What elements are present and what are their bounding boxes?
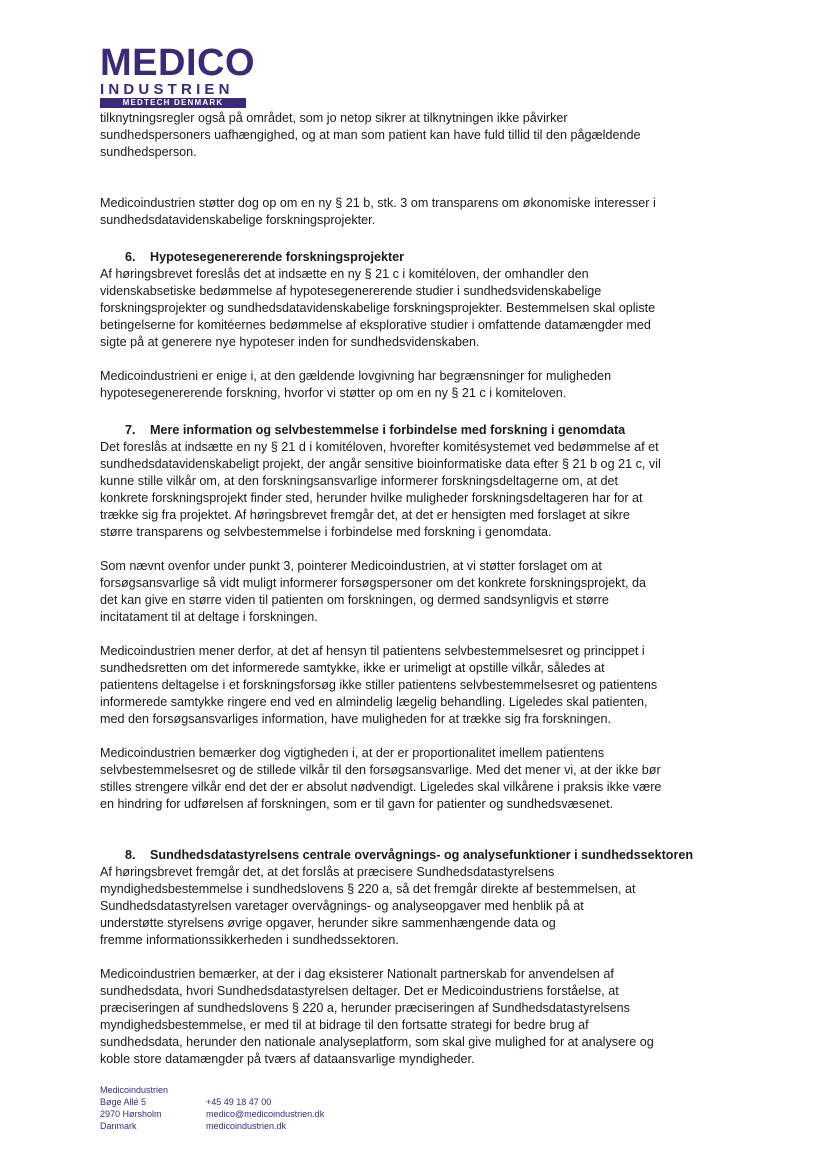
logo-sub-text: INDUSTRIEN	[100, 81, 234, 98]
footer-phone: +45 49 18 47 00	[206, 1097, 272, 1107]
paragraph	[100, 558, 700, 626]
line: større transparens og selvbestemmelse i forbindelse med forskning i genomdata.	[100, 525, 552, 539]
line: stilles strengere vilkår end det der er absolut nødvendigt. Ligeledes skal vilkårene i praksis ikke være	[100, 780, 662, 794]
line: sundhedsperson.	[100, 145, 197, 159]
line: Af høringsbrevet fremgår det, at det forslås at præcisere Sundhedsdatastyrelsens	[100, 865, 555, 879]
line: præciseringen af sundhedslovens § 220 a, herunder præciseringen af Sundhedsdatastyrelsens	[100, 1001, 630, 1015]
line: konkrete forskningsprojekt finder sted, herunder hvilke muligheder forskningsdeltageren har for at	[100, 491, 643, 505]
line: sundhedsdata, hvori Sundhedsdatastyrelsen deltager. Det er Medicoindustriens forståelse, at	[100, 984, 619, 998]
logo-main-text: MEDICO	[100, 42, 255, 84]
line: Sundhedsdatastyrelsen varetager overvågnings- og analyseopgaver med henblik på at	[100, 899, 584, 913]
line: sundhedsdatavidenskabeligt projekt, der angår sensitive bioinformatiske data efter § 21 b og 21 c, vil	[100, 457, 661, 471]
line: sundhedsretten om det informerede samtykke, ikke er urimeligt at opstille vilkår, således at	[100, 661, 605, 675]
footer-email-link[interactable]: medico@medicoindustrien.dk	[206, 1109, 325, 1119]
line: fremme informationssikkerheden i sundhedssektoren.	[100, 933, 399, 947]
footer-line: Bøge Allé 5	[100, 1097, 147, 1107]
paragraph	[100, 745, 700, 813]
line: selvbestemmelsesret og de stillede vilkår til den forsøgsansvarlige. Med det mener vi, at der ikke bør	[100, 763, 661, 777]
line: myndighedsbestemmelse, er med til at bidrage til den fortsatte strategi for bedre brug af	[100, 1018, 589, 1032]
line: sundhedsdata, herunder den nationale analyseplatform, som skal give mulighed for at analysere og	[100, 1035, 654, 1049]
section-heading-7	[100, 422, 700, 439]
paragraph	[100, 966, 700, 1068]
line: Af høringsbrevet foreslås det at indsætte en ny § 21 c i komitéloven, der omhandler den	[100, 267, 589, 281]
line: Medicoindustrien bemærker, at der i dag eksisterer Nationalt partnerskab for anvendelsen af	[100, 967, 614, 981]
line: myndighedsbestemmelse i sundhedslovens § 220 a, så det fremgår direkte af bestemmelsen, at	[100, 882, 636, 896]
line: understøtte styrelsens øvrige opgaver, herunder sikre sammenhængende data og	[100, 916, 556, 930]
line: informerede samtykke ringere end ved en almindelig lægelig behandling. Ligeledes skal patienten,	[100, 695, 648, 709]
section-number: 6.	[125, 250, 136, 264]
line: sundhedsdatavidenskabelige forskningsprojekter.	[100, 213, 376, 227]
section-number: 7.	[125, 423, 136, 437]
line: Medicoindustrieni er enige i, at den gældende lovgivning har begrænsninger for muligheden	[100, 369, 612, 383]
medicoindustrien-logo	[100, 42, 255, 108]
line: Som nævnt ovenfor under punkt 3, pointerer Medicoindustrien, at vi støtter forslaget om at	[100, 559, 602, 573]
line: Medicoindustrien mener derfor, at det af hensyn til patientens selvbestemmelsesret og princippet i	[100, 644, 645, 658]
footer-line: 2970 Hørsholm	[100, 1109, 162, 1119]
footer	[100, 1084, 324, 1132]
line: sundhedspersoners uafhængighed, og at man som patient kan have fuld tillid til den pågældende	[100, 128, 641, 142]
line: tilknytningsregler også på området, som jo netop sikrer at tilknytningen ikke påvirker	[100, 111, 568, 125]
section-heading-6	[100, 249, 700, 266]
line: koble store datamængder på tværs af dataansvarlige myndigheder.	[100, 1052, 475, 1066]
line: betingelserne for komitéernes bedømmelse af eksplorative studier i omfattende datamængder med	[100, 318, 651, 332]
line: sigte på at generere nye hypoteser inden for sundhedsvidenskaben.	[100, 335, 480, 349]
footer-line	[206, 1084, 324, 1096]
footer-line: Medicoindustrien	[100, 1085, 169, 1095]
footer-contact	[206, 1084, 324, 1132]
line: videnskabsetiske bedømmelse af hypotesegenererende studier i sundhedsvidenskabelige	[100, 284, 602, 298]
letter-body	[100, 110, 700, 1068]
section-title: Mere information og selvbestemmelse i forbindelse med forskning i genomdata	[150, 423, 626, 437]
line: Medicoindustrien bemærker dog vigtigheden i, at der er proportionalitet imellem patientens	[100, 746, 605, 760]
line: med den forsøgsansvarliges information, have muligheden for at trække sig fra forskningen.	[100, 712, 611, 726]
line: incitatament til at deltage i forskningen.	[100, 610, 318, 624]
paragraph	[100, 864, 700, 949]
paragraph	[100, 368, 700, 402]
section-title: Hypotesegenererende forskningsprojekter	[150, 250, 405, 264]
line: kunne stille vilkår om, at den forskningsansvarlige informerer forskningsdeltagerne om, at det	[100, 474, 618, 488]
line: hypotesegenererende forskning, hvorfor vi støtter op om en ny § 21 c i komiteloven.	[100, 386, 567, 400]
line: trække sig fra projektet. Af høringsbrevet fremgår det, at det er hensigten med forslaget at sikre	[100, 508, 630, 522]
paragraph	[100, 195, 700, 229]
line: en hindring for udførelsen af forskningen, som er til gavn for patienter og sundhedsvæsenet.	[100, 797, 614, 811]
line: patientens deltagelse i et forskningsforsøg ikke stiller patientens selvbestemmelsesret og patientens	[100, 678, 658, 692]
footer-line: Danmark	[100, 1121, 137, 1131]
line: Det foreslås at indsætte en ny § 21 d i komitéloven, hvorefter komitésystemet ved bedømmelse af et	[100, 440, 659, 454]
logo-band-text: MEDTECH DENMARK	[100, 98, 246, 108]
paragraph	[100, 266, 700, 351]
line: det kan give en større viden til patienten om forskningen, og dermed sandsynligvis et større	[100, 593, 609, 607]
paragraph	[100, 110, 700, 161]
line: forskningsprojekter og sundhedsdatavidenskabelige forskningsprojekter. Bestemmelsen skal opliste	[100, 301, 656, 315]
section-number: 8.	[125, 848, 136, 862]
footer-website-link[interactable]: medicoindustrien.dk	[206, 1121, 287, 1131]
line: Medicoindustrien støtter dog op om en ny § 21 b, stk. 3 om transparens om økonomiske interesser i	[100, 196, 656, 210]
line: forsøgsansvarlige så vidt muligt informerer forsøgspersoner om det konkrete forskningsprojekt, da	[100, 576, 646, 590]
section-heading-8	[100, 847, 700, 864]
section-title: Sundhedsdatastyrelsens centrale overvågnings- og analysefunktioner i sundhedssektoren	[150, 848, 694, 862]
paragraph	[100, 643, 700, 728]
footer-address	[100, 1084, 206, 1132]
paragraph	[100, 439, 700, 541]
